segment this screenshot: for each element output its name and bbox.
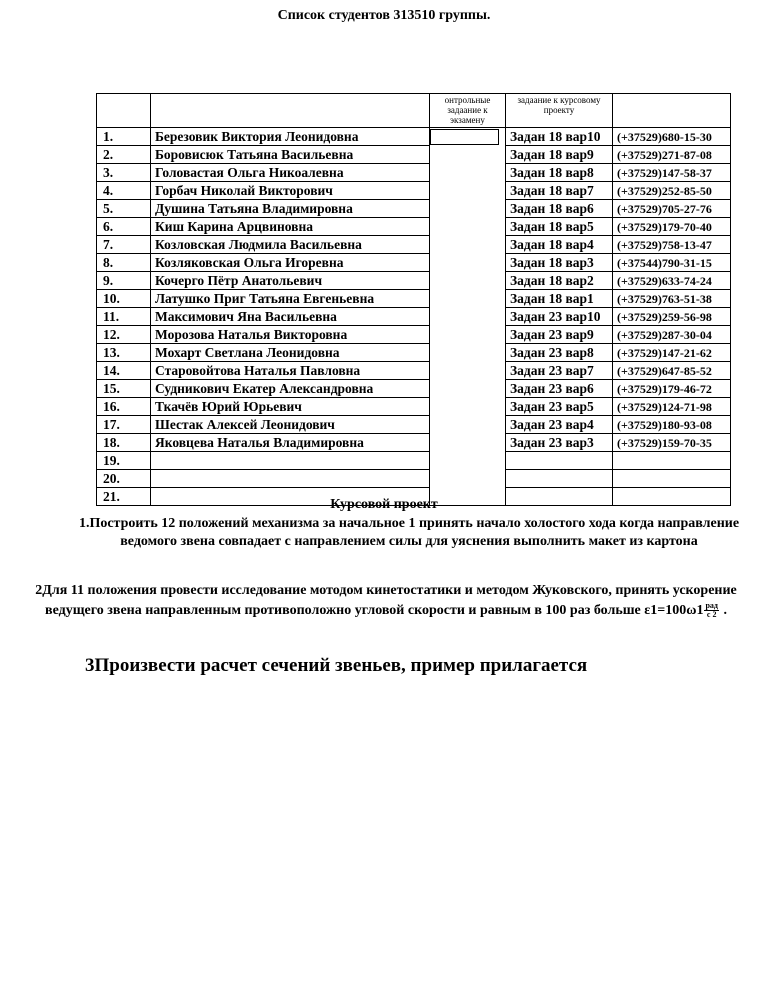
student-name [151,452,430,470]
table-row [97,398,731,416]
unit-fraction-denominator: с 2 [706,610,717,620]
student-name: Судникович Екатер Александровна [151,380,430,398]
row-number: 6. [97,218,151,236]
phone-number: (+37529)179-46-72 [613,380,731,398]
project-task: Задан 23 вар10 [506,308,613,326]
student-name: Мохарт Светлана Леонидовна [151,344,430,362]
exam-task [430,416,506,434]
student-name [151,470,430,488]
exam-task [430,398,506,416]
student-name: Козляковская Ольга Игоревна [151,254,430,272]
students-table-body [97,94,731,506]
phone-number: (+37529)758-13-47 [613,236,731,254]
exam-task [430,290,506,308]
project-heading: Курсовой проект [330,497,438,512]
student-name: Киш Карина Арцвиновна [151,218,430,236]
student-name: Головастая Ольга Никоалевна [151,164,430,182]
project-task: Задан 18 вар3 [506,254,613,272]
project-task: Задан 23 вар8 [506,344,613,362]
project-task [506,470,613,488]
row-number: 7. [97,236,151,254]
exam-task-box [430,129,499,145]
phone-number: (+37529)147-58-37 [613,164,731,182]
phone-number: (+37529)259-56-98 [613,308,731,326]
student-name: Яковцева Наталья Владимировна [151,434,430,452]
student-name: Максимович Яна Васильевна [151,308,430,326]
project-task: Задан 18 вар6 [506,200,613,218]
phone-number: (+37529)180-93-08 [613,416,731,434]
header-exam-tasks: онтрольные задаание к экзамену [430,94,506,128]
student-name: Морозова Наталья Викторовна [151,326,430,344]
project-task: Задан 23 вар7 [506,362,613,380]
row-number: 9. [97,272,151,290]
table-row [97,236,731,254]
project-task-3: 3Произвести расчет сечений звеньев, пример прилагается [85,655,588,676]
table-row [97,380,731,398]
row-number: 2. [97,146,151,164]
student-name: Старовойтова Наталья Павловна [151,362,430,380]
phone-number: (+37529)124-71-98 [613,398,731,416]
table-row [97,308,731,326]
project-task-2 [18,581,754,621]
table-row [97,416,731,434]
row-number: 20. [97,470,151,488]
student-name: Березовик Виктория Леонидовна [151,128,430,146]
phone-number: (+37529)647-85-52 [613,362,731,380]
row-number: 5. [97,200,151,218]
table-row [97,344,731,362]
exam-task [430,308,506,326]
exam-task [430,272,506,290]
student-name: Шестак Алексей Леонидович [151,416,430,434]
project-task-2-end: . [723,603,727,618]
exam-task [430,182,506,200]
exam-task [430,254,506,272]
exam-task [430,452,506,470]
phone-number: (+37529)705-27-76 [613,200,731,218]
table-row [97,128,731,146]
phone-number [613,470,731,488]
phone-number: (+37529)287-30-04 [613,326,731,344]
student-name: Ткачёв Юрий Юрьевич [151,398,430,416]
page-title: Список студентов 313510 группы. [277,8,491,23]
table-row [97,272,731,290]
table-row [97,290,731,308]
student-name: Душина Татьяна Владимировна [151,200,430,218]
exam-task [430,434,506,452]
row-number: 18. [97,434,151,452]
table-row [97,452,731,470]
project-task: Задан 18 вар4 [506,236,613,254]
table-row [97,218,731,236]
row-number: 14. [97,362,151,380]
row-number: 16. [97,398,151,416]
project-task-2-text: 2Для 11 положения провести исследование мотодом кинетостатики и методом Жуковского, принять ускорение ведущего звена направленным противоположно угловой скорости и равным в 100 раз больше ε1=100ω1 [35,583,737,618]
phone-number: (+37529)159-70-35 [613,434,731,452]
project-task: Задан 18 вар7 [506,182,613,200]
unit-fraction [704,602,719,619]
student-name: Боровисюк Татьяна Васильевна [151,146,430,164]
project-task: Задан 18 вар2 [506,272,613,290]
table-row [97,254,731,272]
project-task: Задан 18 вар1 [506,290,613,308]
project-task: Задан 23 вар9 [506,326,613,344]
phone-number: (+37529)179-70-40 [613,218,731,236]
exam-task [430,128,506,146]
row-number: 1. [97,128,151,146]
phone-number: (+37529)633-74-24 [613,272,731,290]
row-number: 8. [97,254,151,272]
student-name: Латушко Приг Татьяна Евгеньевна [151,290,430,308]
students-table [96,93,731,506]
table-row [97,470,731,488]
row-number: 13. [97,344,151,362]
unit-fraction-numerator: рад [705,601,718,611]
exam-task [430,344,506,362]
exam-task [430,380,506,398]
project-task: Задан 23 вар3 [506,434,613,452]
table-row [97,164,731,182]
header-cell-name [151,94,430,128]
row-number: 21. [97,488,151,506]
table-header-row [97,94,731,128]
project-task-1: 1.Построить 12 положений механизма за начальное 1 принять начало холостого хода когда направление ведомого звена совпадает с направлением силы для уяснения выполнить макет из картона [78,516,740,549]
row-number: 11. [97,308,151,326]
table-row [97,326,731,344]
phone-number: (+37529)147-21-62 [613,344,731,362]
row-number: 17. [97,416,151,434]
table-row [97,362,731,380]
phone-number: (+37529)763-51-38 [613,290,731,308]
row-number: 12. [97,326,151,344]
student-name: Козловская Людмила Васильевна [151,236,430,254]
header-cell-phone [613,94,731,128]
header-cell-num [97,94,151,128]
exam-task [430,200,506,218]
project-task: Задан 23 вар5 [506,398,613,416]
project-task: Задан 18 вар5 [506,218,613,236]
row-number: 19. [97,452,151,470]
exam-task [430,362,506,380]
table-row [97,200,731,218]
phone-number: (+37529)680-15-30 [613,128,731,146]
header-project-tasks: задаание к курсовому проекту [506,94,613,128]
phone-number: (+37529)252-85-50 [613,182,731,200]
project-task: Задан 18 вар10 [506,128,613,146]
row-number: 4. [97,182,151,200]
row-number: 15. [97,380,151,398]
exam-task [430,146,506,164]
phone-number: (+37529)271-87-08 [613,146,731,164]
project-task [506,452,613,470]
row-number: 10. [97,290,151,308]
exam-task [430,326,506,344]
student-name: Горбач Николай Викторович [151,182,430,200]
phone-number [613,452,731,470]
exam-task [430,218,506,236]
project-task: Задан 18 вар9 [506,146,613,164]
project-task: Задан 18 вар8 [506,164,613,182]
table-row [97,146,731,164]
table-row [97,182,731,200]
exam-task [430,164,506,182]
table-row [97,434,731,452]
student-name: Кочерго Пётр Анатольевич [151,272,430,290]
row-number: 3. [97,164,151,182]
exam-task [430,236,506,254]
project-task: Задан 23 вар6 [506,380,613,398]
exam-task [430,470,506,488]
phone-number: (+37544)790-31-15 [613,254,731,272]
project-task: Задан 23 вар4 [506,416,613,434]
